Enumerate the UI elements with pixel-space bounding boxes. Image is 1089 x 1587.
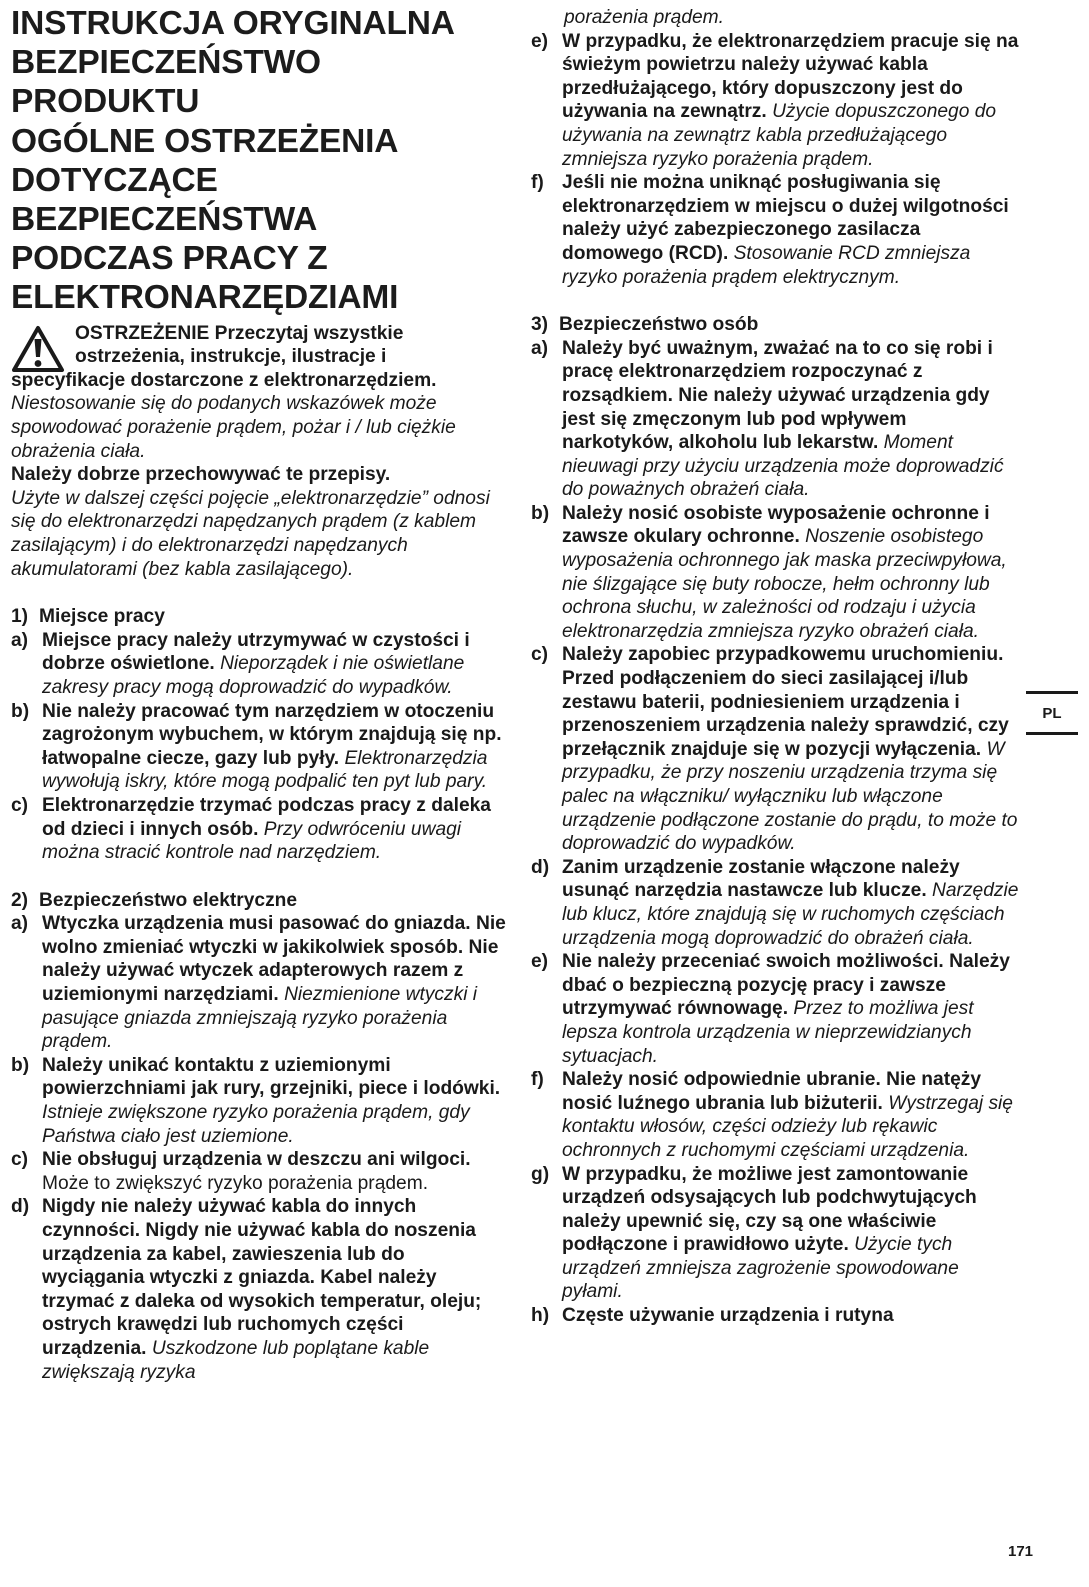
item-italic: Elektronarzędzia wywołują iskry, które mogą podpalić ten pyt lub pary. <box>42 747 488 793</box>
item-bold: Należy zapobiec przypadkowemu uruchomieniu. Przed podłączeniem do sieci zasilającej i/lub zestawu baterii, podniesieniem urządzenia i przenoszeniem urządzenia należy sprawdzić, czy przełącznik znajduje się w pozycji wyłączenia. <box>562 644 1009 760</box>
item-letter: a) <box>11 629 29 651</box>
item-bold: Należy unikać kontaktu z uziemionymi powierzchniami jak rury, grzejniki, piece i lodówki. <box>42 1054 501 1100</box>
list-item <box>531 950 1021 1068</box>
list-item <box>531 337 1021 502</box>
page-number: 171 <box>1008 1543 1034 1560</box>
item-letter: e) <box>531 951 549 973</box>
section-heading <box>531 313 1021 337</box>
list-item <box>531 1068 1021 1162</box>
item-bold: Wtyczka urządzenia musi pasować do gniazda. Nie wolno zmieniać wtyczki w jakikolwiek sposób. Nie należy używać wtyczek adapterowych razem z uziemionymi narzędziami. <box>42 913 506 1006</box>
list-item <box>531 643 1021 855</box>
item-letter: a) <box>531 337 549 359</box>
item-italic: Istnieje zwiększone ryzyko porażenia prądem, gdy Państwa ciało jest uziemione. <box>42 1102 470 1147</box>
title-line: BEZPIECZEŃSTWA <box>11 201 318 239</box>
item-italic: Wystrzegaj się kontaktu włosów, części odzieży lub rękawic ochronnych z ruchomymi częściami urządzenia. <box>562 1092 1013 1161</box>
item-bold: Jeśli nie można uniknąć posługiwania się elektronarzędziem w miejscu o dużej wilgotności należy użyć zabezpieczonego zasilacza domowego (RCD). <box>562 172 1009 264</box>
item-bold: W przypadku, że elektronarzędziem pracuje się na świeżym powietrzu należy używać kabla przedłużającego, który dopuszczony jest do używania na zewnątrz. <box>562 30 1019 123</box>
list-item <box>531 1163 1021 1305</box>
item-bold: Elektronarzędzie trzymać podczas pracy z daleka od dzieci i innych osób. <box>42 794 491 840</box>
item-italic: Uszkodzone lub poplątane kable zwiększają ryzyka <box>42 1337 430 1383</box>
item-letter: g) <box>531 1163 550 1185</box>
list-item <box>531 171 1021 289</box>
item-bold: W przypadku, że możliwe jest zamontowanie urządzeń odsysających lub podchwytujących należy upewnić się, czy są one właściwie podłączone i prawidłowo użyte. <box>562 1163 977 1256</box>
item-letter: c) <box>11 794 29 816</box>
item-letter: b) <box>11 700 30 722</box>
list-item <box>531 30 1021 172</box>
list-item <box>11 1054 511 1148</box>
section-number: 3) <box>531 314 549 336</box>
section-title: Bezpieczeństwo osób <box>559 314 759 336</box>
item-italic: Niezmienione wtyczki i pasujące gniazda zmniejszają ryzyko porażenia prądem. <box>42 984 478 1053</box>
item-letter: d) <box>11 1196 30 1218</box>
section-work-area <box>11 605 511 865</box>
title-line: INSTRUKCJA ORYGINALNA <box>11 5 455 42</box>
item-bold: Zanim urządzenie zostanie włączone należy usunąć narzędzia nastawcze lub klucze. <box>562 856 960 902</box>
title-line: DOTYCZĄCE <box>11 161 218 199</box>
item-letter: c) <box>531 644 549 666</box>
item-bold: Nie obsługuj urządzenia w deszczu ani wilgoci. <box>42 1149 471 1171</box>
item-bold: Nie należy przeceniać swoich możliwości. Należy dbać o bezpieczną pozycję pracy i zawsze utrzymywać równowagę. <box>562 951 1010 1020</box>
item-letter: b) <box>531 502 550 524</box>
item-italic: Moment nieuwagi przy użyciu urządzenia może doprowadzić do poważnych obrażeń ciała. <box>562 432 1004 501</box>
item-bold: Należy nosić odpowiednie ubranie. Nie natęży nosić luźnego ubrania lub biżuterii. <box>562 1069 982 1114</box>
title-line: OGÓLNE OSTRZEŻENIA <box>11 122 399 160</box>
item-letter: c) <box>11 1149 29 1171</box>
item-bold: Nie należy pracować tym narzędziem w otoczeniu zagrożonym wybuchem, w którym znajdują się np. łatwopalne ciecze, gazy lub pyły. <box>42 700 502 769</box>
section-title: Bezpieczeństwo elektryczne <box>39 889 298 911</box>
warning-block <box>11 322 511 582</box>
title-line: PODCZAS PRACY Z <box>11 240 328 278</box>
list-item <box>531 502 1021 644</box>
item-continuation: porażenia prądem. <box>564 7 724 28</box>
title-line: BEZPIECZEŃSTWO <box>11 44 321 82</box>
warning-keep-instructions: Należy dobrze przechowywać te przepisy. <box>11 464 391 486</box>
section-electrical-safety <box>11 889 511 1384</box>
item-letter: a) <box>11 913 29 935</box>
item-bold: Miejsce pracy należy utrzymywać w czystości i dobrze oświetlone. <box>42 629 470 675</box>
page-title <box>11 4 511 318</box>
item-italic: Użycie tych urządzeń zmniejsza zagrożenie spowodowane pyłami. <box>562 1234 959 1303</box>
item-letter: e) <box>531 30 549 52</box>
item-letter: b) <box>11 1054 30 1076</box>
item-bold: Należy być uważnym, zważać na to co się robi i pracę elektronarzędziem rozpoczynać z rozsądkiem. Nie należy używać urządzenia gdy jest się zmęczonym lub pod wpływem narkotyków, alkoholu lub lekarstw. <box>562 337 993 454</box>
list-item <box>531 856 1021 950</box>
item-italic: Przy odwróceniu uwagi można stracić kontrole nad narzędziem. <box>42 818 462 864</box>
item-plain: Może to zwiększyć ryzyko porażenia prądem. <box>42 1172 429 1194</box>
item-italic: W przypadku, że przy noszeniu urządzenia trzyma się palec na włączniku/ wyłączniku lub włączone urządzenie podłączone zostanie do prądu, to może to doprowadzić do wypadków. <box>562 738 1018 855</box>
item-letter: d) <box>531 856 550 878</box>
item-bold: Nigdy nie należy używać kabla do innych czynności. Nigdy nie używać kabla do noszenia urządzenia za kabel, zawieszenia lub do wyciągania wtyczki z gniazda. Kabel należy trzymać z daleka od wysokich temperatur, oleju; ostrych krawędzi lub ruchomych części urządzenia. <box>42 1196 482 1359</box>
title-line: PRODUKTU <box>11 83 200 121</box>
warning-triangle-icon <box>11 325 65 373</box>
section-number: 1) <box>11 606 29 628</box>
left-column <box>11 0 511 1384</box>
list-item <box>11 700 511 794</box>
warning-consequence: Niestosowanie się do podanych wskazówek może spowodować porażenie prądem, pożar i / lub ciężkie obrażenia ciała. <box>11 393 456 462</box>
item-letter: f) <box>531 1069 544 1091</box>
item-letter: h) <box>531 1305 550 1327</box>
section-heading <box>11 605 511 629</box>
item-italic: Stosowanie RCD zmniejsza ryzyko porażenia prądem elektrycznym. <box>562 242 971 288</box>
list-item <box>11 1195 511 1384</box>
section-number: 2) <box>11 889 29 911</box>
list-item <box>11 912 511 1054</box>
warning-line-2: ostrzeżenia, instrukcje, ilustracje i <box>75 346 387 368</box>
item-italic: Przez to możliwa jest lepsza kontrola urządzenia w nieprzewidzianych sytuacjach. <box>562 998 974 1067</box>
section-heading <box>11 889 511 913</box>
item-bold: Należy nosić osobiste wyposażenie ochronne i zawsze okulary ochronne. <box>562 502 990 548</box>
list-item <box>11 629 511 700</box>
item-bold: Częste używanie urządzenia i rutyna <box>562 1305 894 1327</box>
item-italic: Nieporządek i nie oświetlane zakresy pracy mogą doprowadzić do wypadków. <box>42 653 465 698</box>
list-item <box>11 1148 511 1195</box>
item-italic: Noszenie osobistego wyposażenia ochronnego jak maska przeciwpyłowa, nie ślizgające się buty robocze, hełm ochronny lub ochrona słuchu, w zależności od rodzaju i użycia elektronarzędzia zmniejsza ryzyko obrażeń ciała. <box>562 526 1007 642</box>
right-column <box>531 6 1021 1328</box>
item-italic: Narzędzie lub klucz, które znajdują się w ruchomych częściach urządzenia mogą doprowadzić do obrażeń ciała. <box>562 880 1019 949</box>
warning-definition: Użyte w dalszej części pojęcie „elektronarzędzie” odnosi się do elektronarzędzi napędzanych prądem (z kablem zasilającym) i do elektronarzędzi napędzanych akumulatorami (bez kabla zasilającego). <box>11 487 490 580</box>
list-item <box>531 1304 1021 1328</box>
warning-line-3: specyfikacje dostarczone z elektronarzędziem. <box>11 369 437 391</box>
item-italic: Użycie dopuszczonego do używania na zewnątrz kabla przedłużającego zmniejsza ryzyko porażenia prądem. <box>562 101 997 170</box>
warning-line-1: OSTRZEŻENIE Przeczytaj wszystkie <box>75 322 404 344</box>
language-tab: PL <box>1026 691 1078 735</box>
section-personal-safety <box>531 313 1021 1328</box>
item-letter: f) <box>531 172 544 194</box>
title-line: ELEKTRONARZĘDZIAMI <box>11 279 399 317</box>
list-item <box>11 794 511 865</box>
section-title: Miejsce pracy <box>39 606 165 628</box>
